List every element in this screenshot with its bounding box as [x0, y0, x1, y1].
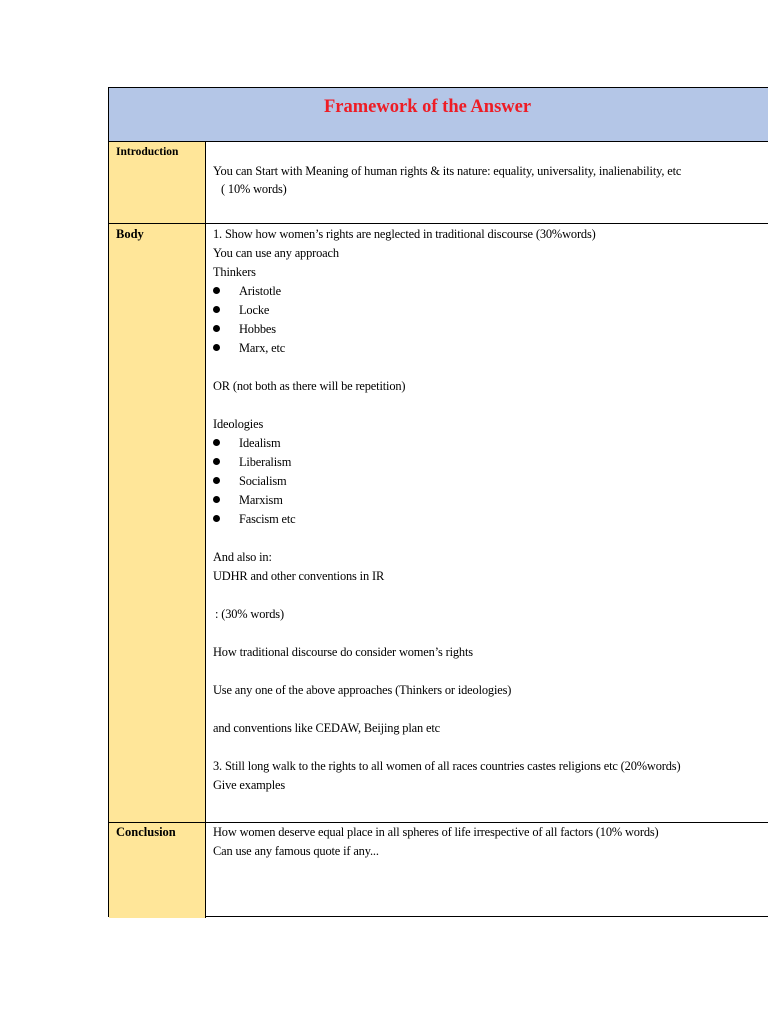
bullet-icon [213, 515, 220, 522]
conclusion-label: Conclusion [116, 825, 176, 839]
conclusion-row [109, 823, 768, 918]
thinker-item: Locke [239, 303, 270, 317]
body-label-cell [109, 224, 206, 822]
body-point-1: 1. Show how women’s rights are neglected in traditional discourse (30%words) [213, 227, 596, 241]
ideology-item: Liberalism [239, 455, 292, 469]
ideology-item: Idealism [239, 436, 281, 450]
conclusion-line: How women deserve equal place in all spheres of life irrespective of all factors (10% words) [213, 825, 659, 839]
point-2-words: : (30% words) [215, 607, 284, 621]
bullet-icon [213, 325, 220, 332]
framework-table [108, 87, 768, 917]
bullet-icon [213, 439, 220, 446]
body-approach: You can use any approach [213, 246, 339, 260]
conventions-line: and conventions like CEDAW, Beijing plan etc [213, 721, 440, 735]
thinkers-heading: Thinkers [213, 265, 256, 279]
bullet-icon [213, 344, 220, 351]
introduction-line: You can Start with Meaning of human rights & its nature: equality, universality, inalienability, etc [213, 164, 682, 178]
table-title: Framework of the Answer [324, 97, 532, 117]
ideology-item: Socialism [239, 474, 287, 488]
use-any-line: Use any one of the above approaches (Thinkers or ideologies) [213, 683, 512, 697]
bullet-icon [213, 306, 220, 313]
introduction-content [213, 142, 768, 223]
conclusion-label-cell [109, 823, 206, 918]
introduction-label: Introduction [116, 146, 179, 158]
examples-line: Give examples [213, 778, 286, 792]
thinker-item: Aristotle [239, 284, 282, 298]
conclusion-content [213, 823, 768, 918]
body-content [213, 224, 768, 822]
ideology-item: Marxism [239, 493, 283, 507]
introduction-row [109, 142, 768, 224]
ideologies-heading: Ideologies [213, 417, 264, 431]
thinker-item: Marx, etc [239, 341, 286, 355]
bullet-icon [213, 287, 220, 294]
or-note: OR (not both as there will be repetition) [213, 379, 406, 393]
body-row [109, 224, 768, 823]
introduction-line: ( 10% words) [221, 182, 287, 196]
conclusion-line: Can use any famous quote if any... [213, 844, 379, 858]
udhr-line: UDHR and other conventions in IR [213, 569, 385, 583]
bullet-icon [213, 496, 220, 503]
body-label: Body [116, 227, 144, 241]
bullet-icon [213, 458, 220, 465]
body-point-3: 3. Still long walk to the rights to all women of all races countries castes religions etc (20%words) [213, 759, 681, 773]
introduction-label-cell [109, 142, 206, 223]
bullet-icon [213, 477, 220, 484]
point-2-text: How traditional discourse do consider women’s rights [213, 645, 473, 659]
thinker-item: Hobbes [239, 322, 276, 336]
table-header [109, 88, 768, 142]
ideology-item: Fascism etc [239, 512, 296, 526]
also-in: And also in: [213, 550, 272, 564]
